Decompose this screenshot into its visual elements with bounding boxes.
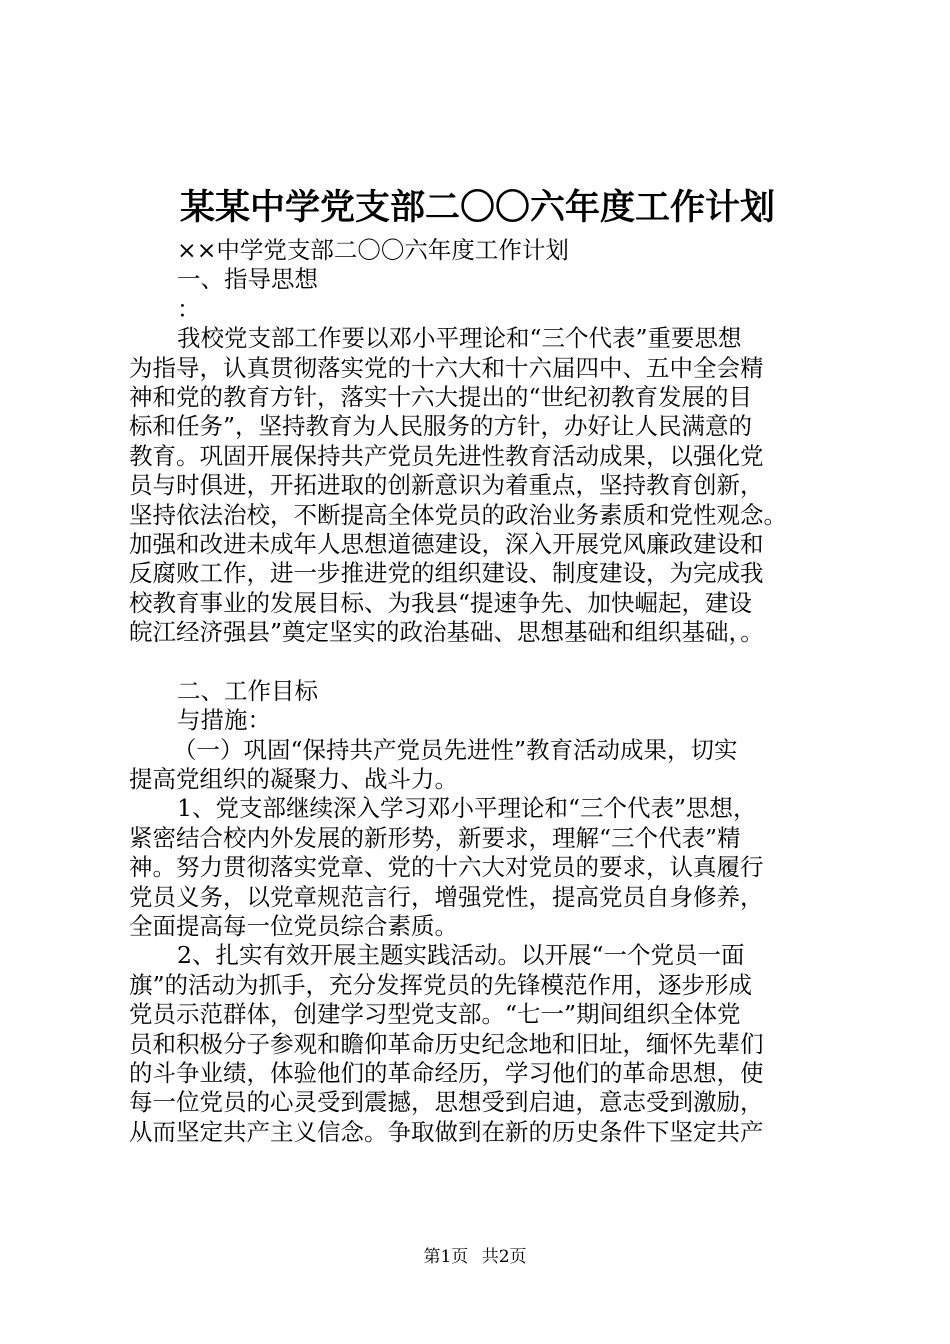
text-line: 党员义务，以党章规范言行，增强党性，提高党员自身修养， bbox=[129, 882, 764, 911]
section-heading: 二、工作目标 bbox=[177, 676, 318, 705]
text-line: ： bbox=[177, 294, 201, 323]
text-line: 标和任务”，坚持教育为人民服务的方针，办好让人民满意的 bbox=[129, 412, 753, 441]
text-line: 教育。巩固开展保持共产党员先进性教育活动成果，以强化党 bbox=[129, 441, 764, 470]
text-line: 员和积极分子参观和瞻仰革命历史纪念地和旧址，缅怀先辈们 bbox=[129, 1029, 764, 1058]
document-title: 某某中学党支部二〇〇六年度工作计划 bbox=[180, 187, 776, 228]
text-line: 紧密结合校内外发展的新形势，新要求，理解“三个代表”精 bbox=[129, 823, 741, 852]
text-line: 1、党支部继续深入学习邓小平理论和“三个代表”思想， bbox=[177, 794, 757, 823]
text-line: 党员示范群体，创建学习型党支部。“七一”期间组织全体党 bbox=[129, 1000, 741, 1029]
document-body bbox=[129, 236, 849, 1147]
page-number: 第1页 bbox=[423, 1247, 469, 1267]
page-footer bbox=[0, 1245, 950, 1269]
text-line: 2、扎实有效开展主题实践活动。以开展“一个党员一面 bbox=[177, 941, 745, 970]
text-line: 神。努力贯彻落实党章、党的十六大对党员的要求，认真履行 bbox=[129, 853, 764, 882]
text-line: 为指导，认真贯彻落实党的十六大和十六届四中、五中全会精 bbox=[129, 353, 764, 382]
page-total: 共2页 bbox=[481, 1247, 527, 1267]
text-line: 每一位党员的心灵受到震撼，思想受到启迪，意志受到激励， bbox=[129, 1088, 764, 1117]
section-heading: 一、指导思想 bbox=[177, 265, 318, 294]
text-line: 反腐败工作，进一步推进党的组织建设、制度建设，为完成我 bbox=[129, 559, 764, 588]
text-line: 旗”的活动为抓手，充分发挥党员的先锋模范作用，逐步形成 bbox=[129, 970, 753, 999]
text-line: 从而坚定共产主义信念。争取做到在新的历史条件下坚定共产 bbox=[129, 1117, 764, 1146]
text-line: 提高党组织的凝聚力、战斗力。 bbox=[129, 765, 458, 794]
text-line: 坚持依法治校，不断提高全体党员的政治业务素质和党性观念。 bbox=[129, 500, 787, 529]
paragraph-gap bbox=[129, 647, 849, 676]
text-line: 员与时俱进，开拓进取的创新意识为着重点，坚持教育创新， bbox=[129, 471, 764, 500]
text-line: 全面提高每一位党员综合素质。 bbox=[129, 911, 458, 940]
text-line: 我校党支部工作要以邓小平理论和“三个代表”重要思想 bbox=[177, 324, 742, 353]
subtitle-line: ××中学党支部二〇〇六年度工作计划 bbox=[177, 236, 569, 264]
text-line: 神和党的教育方针，落实十六大提出的“世纪初教育发展的目 bbox=[129, 382, 753, 411]
text-line: 校教育事业的发展目标、为我县“提速争先、加快崛起，建设 bbox=[129, 588, 753, 617]
section-heading: 与措施： bbox=[177, 706, 271, 735]
text-line: 的斗争业绩，体验他们的革命经历，学习他们的革命思想，使 bbox=[129, 1058, 764, 1087]
text-line: 皖江经济强县”奠定坚实的政治基础、思想基础和组织基础，。 bbox=[129, 618, 764, 647]
text-line: 加强和改进未成年人思想道德建设，深入开展党风廉政建设和 bbox=[129, 529, 764, 558]
text-line: （一）巩固“保持共产党员先进性”教育活动成果，切实 bbox=[173, 735, 738, 764]
